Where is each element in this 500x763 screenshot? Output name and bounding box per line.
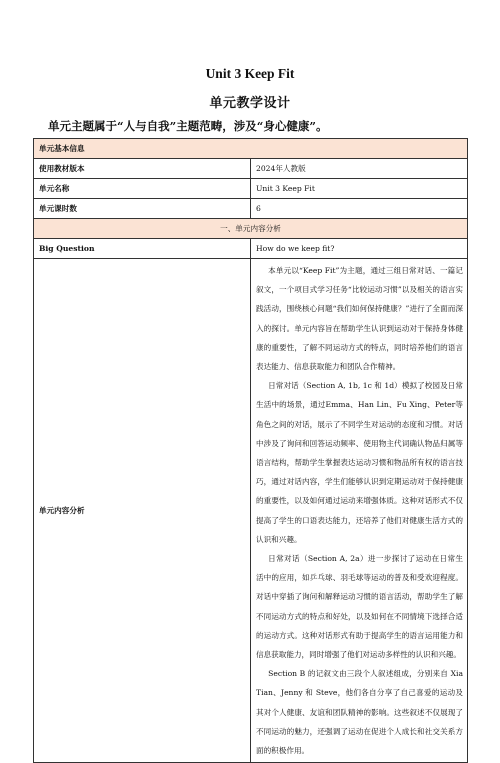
page-title: Unit 3 Keep Fit (205, 66, 295, 81)
content-analysis-heading: 一、单元内容分析 (34, 219, 468, 239)
page-subtitle: 单元教学设计 (209, 96, 291, 111)
basic-info-heading: 单元基本信息 (34, 139, 468, 159)
unit-name-value: Unit 3 Keep Fit (251, 179, 468, 199)
textbook-version-label: 使用教材版本 (34, 159, 251, 179)
unit-name-label: 单元名称 (34, 179, 251, 199)
analysis-paragraph: 日常对话（Section A, 1b, 1c 和 1d）模拟了校园及日常生活中的场景，通过Emma、Han Lin、Fu Xing、Peter等角色之间的对话，展示了不同学生对运动的态度和习惯。对话中涉及了询问和回答运动频率、使用物主代词确认物品归属等语言结构，帮助学生掌握表达运动习惯和物品所有权的语言技巧，通过对话内容，学生们能够认识到定期运动对于保持健康的重要性，以及如何通过运动来增强体质。这种对话形式不仅提高了学生的口语表达能力，还培养了他们对健康生活方式的认识和兴趣。 (256, 381, 463, 544)
table-row (34, 239, 468, 259)
unit-design-table (33, 138, 468, 763)
big-question-value: How do we keep fit? (251, 239, 468, 259)
analysis-paragraph: 本单元以“Keep Fit”为主题，通过三组日常对话、一篇记叙文，一个项目式学习任务“比较运动习惯”以及相关的语言实践活动，围绕核心问题“我们如何保持健康？”进行了全面而深入的探讨。单元内容旨在帮助学生认识到运动对于保持身体健康的重要性，了解不同运动方式的特点，同时培养他们的语言表达能力、信息获取能力和团队合作精神。 (256, 266, 463, 372)
analysis-paragraph: 日常对话（Section A, 2a）进一步探讨了运动在日常生活中的应用，如乒乓球、羽毛球等运动的普及和受欢迎程度。对话中穿插了询问和解释运动习惯的语言活动，帮助学生了解不同运动方式的特点和好处，以及如何在不同情境下选择合适的运动方式。这种对话形式有助于提高学生的语言运用能力和信息获取能力，同时增强了他们对运动多样性的认识和兴趣。 (256, 554, 463, 660)
analysis-paragraph: Section B 的记叙文由三段个人叙述组成，分别来自 Xia Tian、Jenny 和 Steve，他们各自分享了自己喜爱的运动及其对个人健康、友谊和团队精神的影响。这些叙述不仅展现了不同运动的魅力，还强调了运动在促进个人成长和社交关系方面的积极作用。 (256, 669, 463, 756)
textbook-version-value: 2024年人教版 (251, 159, 468, 179)
table-row (34, 179, 468, 199)
unit-theme-statement: 单元主题属于“人与自我”主题范畴，涉及“身心健康”。 (48, 119, 328, 133)
lesson-count-value: 6 (251, 199, 468, 219)
big-question-label: Big Question (34, 239, 251, 259)
lesson-count-label: 单元课时数 (34, 199, 251, 219)
table-row (34, 259, 468, 763)
table-row (34, 199, 468, 219)
content-analysis-body (251, 259, 468, 763)
table-row (34, 159, 468, 179)
content-analysis-label: 单元内容分析 (34, 259, 251, 763)
